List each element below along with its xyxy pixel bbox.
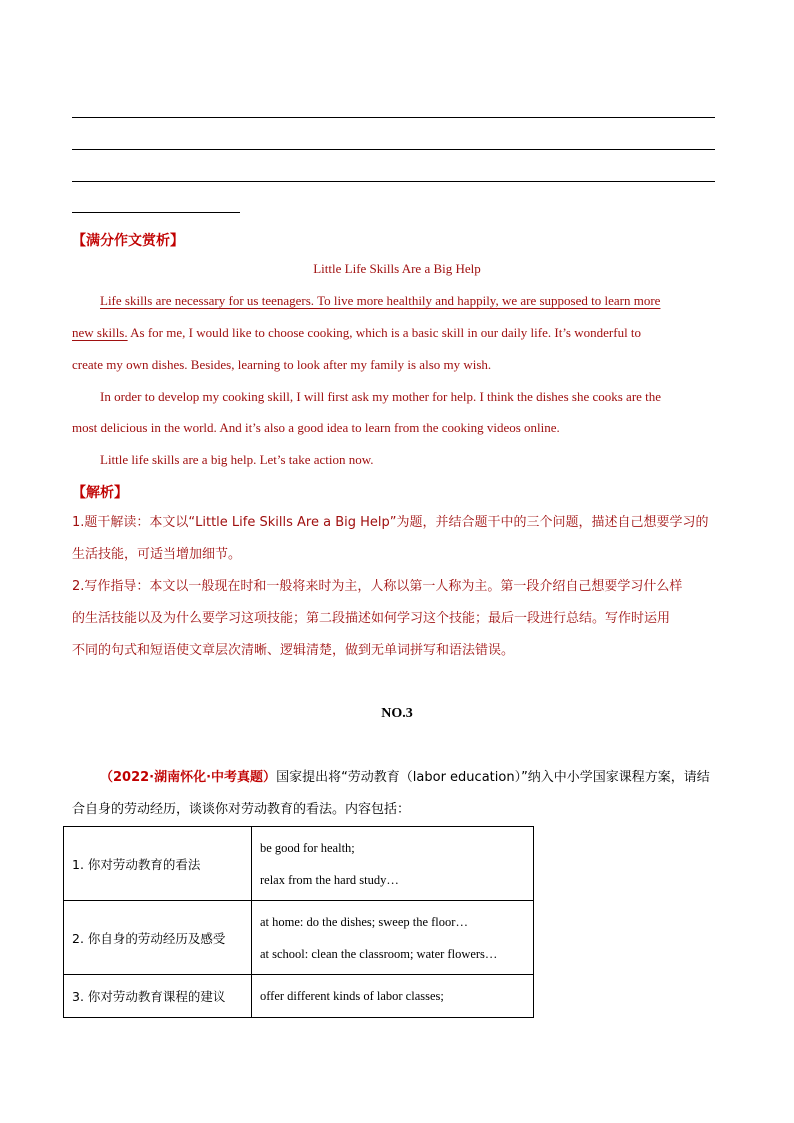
essay-p3: Little life skills are a big help. Let’s take action now. xyxy=(100,452,374,467)
analysis-heading: 【解析】 xyxy=(72,485,128,501)
table-row xyxy=(64,827,534,901)
task-table xyxy=(63,826,534,1018)
analysis-item2-line3: 不同的句式和短语使文章层次清晰、逻辑清楚，做到无单词拼写和语法错误。 xyxy=(72,643,515,658)
analysis-item1-line1: 1.题干解读：本文以“Little Life Skills Are a Big Help”为题，并结合题干中的三个问题，描述自己想要学习的 xyxy=(72,515,709,530)
table-row-hints xyxy=(252,975,534,1018)
essay-p1-line1 xyxy=(100,291,720,311)
hint: at home: do the dishes; sweep the floor… xyxy=(260,914,468,929)
hint: at school: clean the classroom; water flowers… xyxy=(260,946,498,961)
task-source: （2022·湖南怀化·中考真题） xyxy=(100,770,277,785)
answer-line xyxy=(72,149,715,150)
essay-p1-underlined-end: new skills. xyxy=(72,325,128,340)
essay-p1-line2 xyxy=(72,323,722,343)
answer-line-short xyxy=(72,212,240,213)
task-prompt: 国家提出将“劳动教育（labor education）”纳入中小学国家课程方案，请结 xyxy=(276,770,710,785)
hint: be good for health; xyxy=(260,840,355,855)
table-row-label: 3. 你对劳动教育课程的建议 xyxy=(64,975,252,1018)
table-row-hints xyxy=(252,901,534,975)
hint: offer different kinds of labor classes; xyxy=(260,989,444,1003)
table-row xyxy=(64,901,534,975)
task-prompt-line1 xyxy=(100,768,722,788)
answer-line xyxy=(72,181,715,182)
answer-line xyxy=(72,117,715,118)
appreciation-heading: 【满分作文赏析】 xyxy=(72,233,184,249)
analysis-item1-line2: 生活技能，可适当增加细节。 xyxy=(72,547,242,562)
table-row-label: 2. 你自身的劳动经历及感受 xyxy=(64,901,252,975)
section-number: NO.3 xyxy=(381,706,413,721)
table-row-label: 1. 你对劳动教育的看法 xyxy=(64,827,252,901)
essay-p2-line2: most delicious in the world. And it’s also a good idea to learn from the cooking videos online. xyxy=(72,420,560,435)
essay-title: Little Life Skills Are a Big Help xyxy=(313,261,481,276)
essay-p1-line3: create my own dishes. Besides, learning to look after my family is also my wish. xyxy=(72,357,492,372)
table-row-hints xyxy=(252,827,534,901)
analysis-item2-line1: 2.写作指导：本文以一般现在时和一般将来时为主，人称以第一人称为主。第一段介绍自己想要学习什么样 xyxy=(72,579,683,594)
hint: relax from the hard study… xyxy=(260,872,399,887)
analysis-item2-line2: 的生活技能以及为什么要学习这项技能；第二段描述如何学习这个技能；最后一段进行总结。写作时运用 xyxy=(72,611,671,626)
task-prompt-line2: 合自身的劳动经历，谈谈你对劳动教育的看法。内容包括： xyxy=(72,802,411,817)
table-row xyxy=(64,975,534,1018)
essay-p2-line1: In order to develop my cooking skill, I will first ask my mother for help. I think the dishes she cooks are the xyxy=(100,389,662,404)
essay-p1-underlined: Life skills are necessary for us teenagers. To live more healthily and happily, we are supposed to learn more xyxy=(100,293,661,308)
essay-p1-text: As for me, I would like to choose cooking, which is a basic skill in our daily life. It’s wonderful to xyxy=(127,325,642,340)
